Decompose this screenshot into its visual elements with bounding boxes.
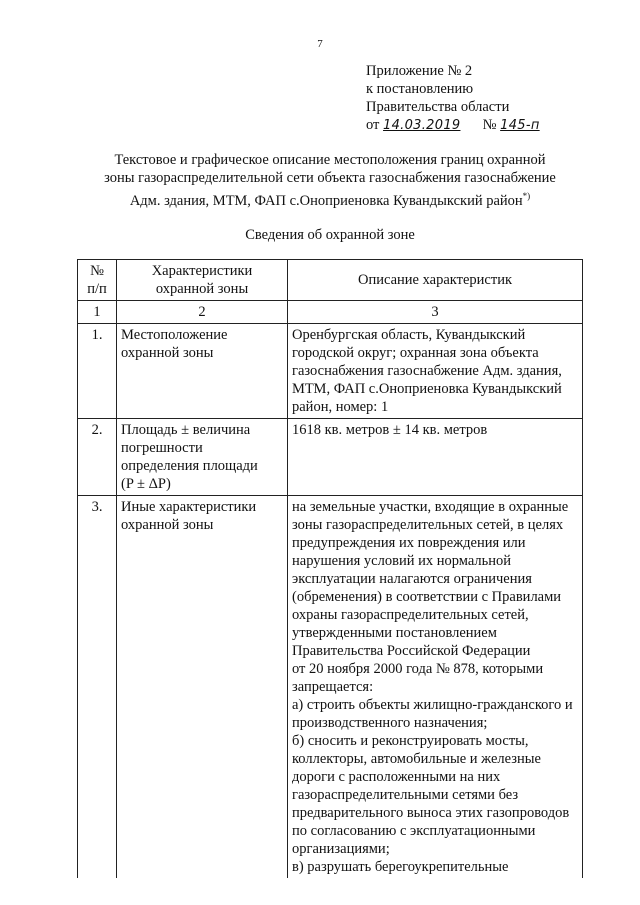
index-cell-1: 1: [78, 301, 117, 324]
desc-line: Оренбургская область, Кувандыкский: [292, 327, 526, 343]
index-cell-3: 3: [288, 301, 583, 324]
title-line-3: [60, 187, 600, 210]
char-line: охранной зоны: [121, 345, 214, 361]
row-description: [288, 419, 583, 496]
char-line: (P ± ΔP): [121, 476, 171, 492]
desc-line: б) сносить и реконструировать мосты,: [292, 733, 529, 749]
table-row: [78, 496, 583, 879]
char-line: погрешности: [121, 440, 203, 456]
desc-line: от 20 ноября 2000 года № 878, которыми: [292, 661, 544, 677]
appendix-date-line: [366, 116, 540, 135]
header-description: Описание характеристик: [288, 260, 583, 301]
number-prefix: №: [482, 117, 497, 133]
desc-line: газораспределительными сетями без: [292, 787, 519, 803]
row-description: [288, 324, 583, 419]
header-num-line-1: №: [90, 263, 104, 279]
desc-line: коллекторы, автомобильные и железные: [292, 751, 541, 767]
desc-line: охраны газораспределительных сетей,: [292, 607, 529, 623]
number-value: 145-п: [500, 118, 540, 133]
title-footnote-mark: *): [522, 191, 531, 201]
date-prefix: от: [366, 117, 380, 133]
desc-line: 1618 кв. метров ± 14 кв. метров: [292, 422, 488, 438]
desc-line: в) разрушать берегоукрепительные: [292, 859, 509, 875]
section-subtitle: Сведения об охранной зоне: [245, 227, 415, 243]
char-line: Иные характеристики: [121, 499, 257, 515]
row-characteristic: [117, 496, 288, 879]
table-index-row: [78, 301, 583, 324]
appendix-header: [366, 62, 540, 135]
desc-line: нарушения условий их нормальной: [292, 553, 512, 569]
appendix-line-3: Правительства области: [366, 99, 510, 115]
header-num-line-2: п/п: [87, 281, 107, 297]
document-title: [60, 151, 600, 210]
table-row: [78, 419, 583, 496]
desc-line: эксплуатации налагаются ограничения: [292, 571, 532, 587]
desc-line: городской округ; охранная зона объекта: [292, 345, 539, 361]
desc-line: запрещается:: [292, 679, 374, 695]
table-row: [78, 324, 583, 419]
header-characteristics: [117, 260, 288, 301]
row-characteristic: [117, 419, 288, 496]
row-num: 2.: [78, 419, 117, 496]
row-num: 1.: [78, 324, 117, 419]
title-line-2: зоны газораспределительной сети объекта газоснабжения газоснабжение: [104, 170, 556, 186]
desc-line: предварительного выноса этих газопроводов: [292, 805, 570, 821]
appendix-line-1: Приложение № 2: [366, 63, 473, 79]
header-char-line-2: охранной зоны: [155, 281, 249, 297]
protection-zone-table: [77, 259, 583, 878]
desc-line: Правительства Российской Федерации: [292, 643, 531, 659]
desc-line: МТМ, ФАП с.Оноприеновка Кувандыкский: [292, 381, 562, 397]
char-line: Местоположение: [121, 327, 228, 343]
char-line: охранной зоны: [121, 517, 214, 533]
header-char-line-1: Характеристики: [151, 263, 253, 279]
desc-line: газоснабжения газоснабжение Адм. здания,: [292, 363, 562, 379]
desc-line: предупреждения их повреждения или: [292, 535, 526, 551]
row-description: [288, 496, 583, 879]
appendix-line-2: к постановлению: [366, 81, 474, 97]
desc-line: на земельные участки, входящие в охранные: [292, 499, 569, 515]
desc-line: (обременения) в соответствии с Правилами: [292, 589, 562, 605]
desc-line: район, номер: 1: [292, 399, 389, 415]
char-line: определения площади: [121, 458, 258, 474]
desc-line: дороги с расположенными на них: [292, 769, 501, 785]
index-cell-2: 2: [117, 301, 288, 324]
char-line: Площадь ± величина: [121, 422, 251, 438]
desc-line: по согласованию с эксплуатационными: [292, 823, 536, 839]
row-characteristic: [117, 324, 288, 419]
title-line-3-text: Адм. здания, МТМ, ФАП с.Оноприеновка Кувандыкский район: [129, 192, 523, 209]
header-num: [78, 260, 117, 301]
desc-line: утвержденными постановлением: [292, 625, 497, 641]
desc-line: производственного назначения;: [292, 715, 488, 731]
desc-line: зоны газораспределительных сетей, в целях: [292, 517, 564, 533]
desc-line: а) строить объекты жилищно-гражданского и: [292, 697, 573, 713]
title-line-1: Текстовое и графическое описание местоположения границ охранной: [114, 152, 546, 168]
table-header-row: [78, 260, 583, 301]
row-num: 3.: [78, 496, 117, 879]
desc-line: организациями;: [292, 841, 390, 857]
page-number: 7: [317, 38, 323, 50]
date-value: 14.03.2019: [383, 118, 461, 133]
